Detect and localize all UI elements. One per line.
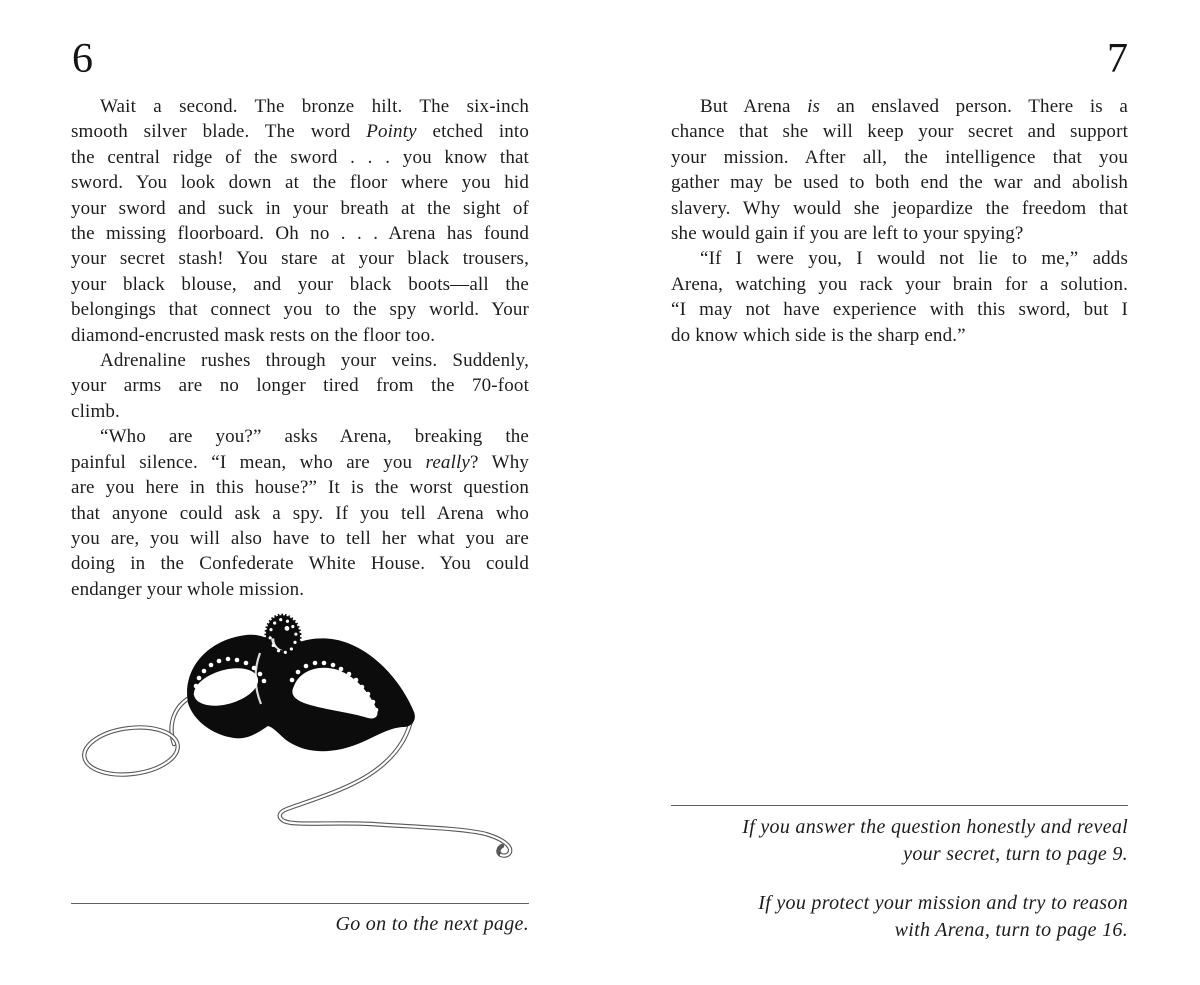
page-left-body-text: [71, 94, 529, 602]
text-line: painful silence. “I mean, who are you really? Why: [71, 451, 529, 473]
text-line: smooth silver blade. The word Pointy etched into: [71, 121, 529, 143]
choice-instructions: [671, 814, 1128, 966]
paragraph: [671, 890, 1128, 944]
paragraph: [71, 94, 529, 348]
text-line: diamond-encrusted mask rests on the floor too.: [71, 324, 436, 346]
text-line: belongings that connect you to the spy world. Your: [71, 299, 529, 321]
paragraph: [71, 424, 529, 602]
text-line: she would gain if you are left to your spying?: [671, 223, 1024, 245]
text-line: Adrenaline rushes through your veins. Suddenly,: [100, 350, 529, 372]
text-line: “Who are you?” asks Arena, breaking the: [100, 426, 529, 448]
page-number-left: 6: [72, 36, 93, 82]
left-page-instruction: Go on to the next page.: [335, 913, 529, 935]
text-line: the missing floorboard. Oh no . . . Arena has found: [71, 223, 529, 245]
text-line: gather may be used to both end the war and abolish: [671, 172, 1128, 194]
text-line: the central ridge of the sword . . . you know that: [71, 146, 529, 168]
text-line: But Arena is an enslaved person. There is a: [700, 96, 1128, 117]
paragraph: [671, 246, 1128, 348]
text-line: endanger your whole mission.: [71, 578, 305, 600]
text-line: chance that she will keep your secret and support: [671, 121, 1128, 143]
text-line: your secret, turn to page 9.: [903, 843, 1128, 865]
text-line: “I may not have experience with this sword, but I: [671, 299, 1128, 321]
paragraph: [671, 94, 1128, 246]
right-page-divider-line: [671, 805, 1128, 806]
text-line: Arena, watching you rack your brain for a solution.: [671, 273, 1128, 295]
text-line: your mission. After all, the intelligence that you: [671, 146, 1128, 168]
text-line: that anyone could ask a spy. If you tell Arena who: [71, 502, 529, 524]
masquerade-mask-illustration: [70, 608, 540, 878]
text-line: do know which side is the sharp end.”: [671, 324, 966, 346]
text-line: your sword and suck in your breath at the sight of: [71, 197, 529, 219]
left-page-divider-line: [71, 903, 529, 904]
text-line: If you answer the question honestly and reveal: [742, 816, 1128, 838]
text-line: doing in the Confederate White House. You could: [71, 553, 529, 575]
text-line: you are, you will also have to tell her what you are: [71, 527, 529, 549]
page-number-right: 7: [1107, 36, 1128, 82]
text-line: slavery. Why would she jeopardize the freedom that: [671, 197, 1128, 219]
text-line: sword. You look down at the floor where you hid: [71, 172, 529, 194]
text-line: climb.: [71, 400, 120, 422]
paragraph: [671, 814, 1128, 868]
text-line: Wait a second. The bronze hilt. The six-inch: [100, 96, 529, 117]
text-line: your secret stash! You stare at your black trousers,: [71, 248, 529, 270]
text-line: your arms are no longer tired from the 70-foot: [71, 375, 529, 397]
text-line: your black blouse, and your black boots—all the: [71, 273, 529, 295]
page-right-body-text: [671, 94, 1128, 348]
paragraph: [71, 348, 529, 424]
text-line: If you protect your mission and try to reason: [758, 892, 1128, 914]
text-line: with Arena, turn to page 16.: [894, 919, 1128, 941]
text-line: “If I were you, I would not lie to me,” adds: [700, 248, 1128, 270]
text-line: are you here in this house?” It is the worst question: [71, 477, 529, 499]
